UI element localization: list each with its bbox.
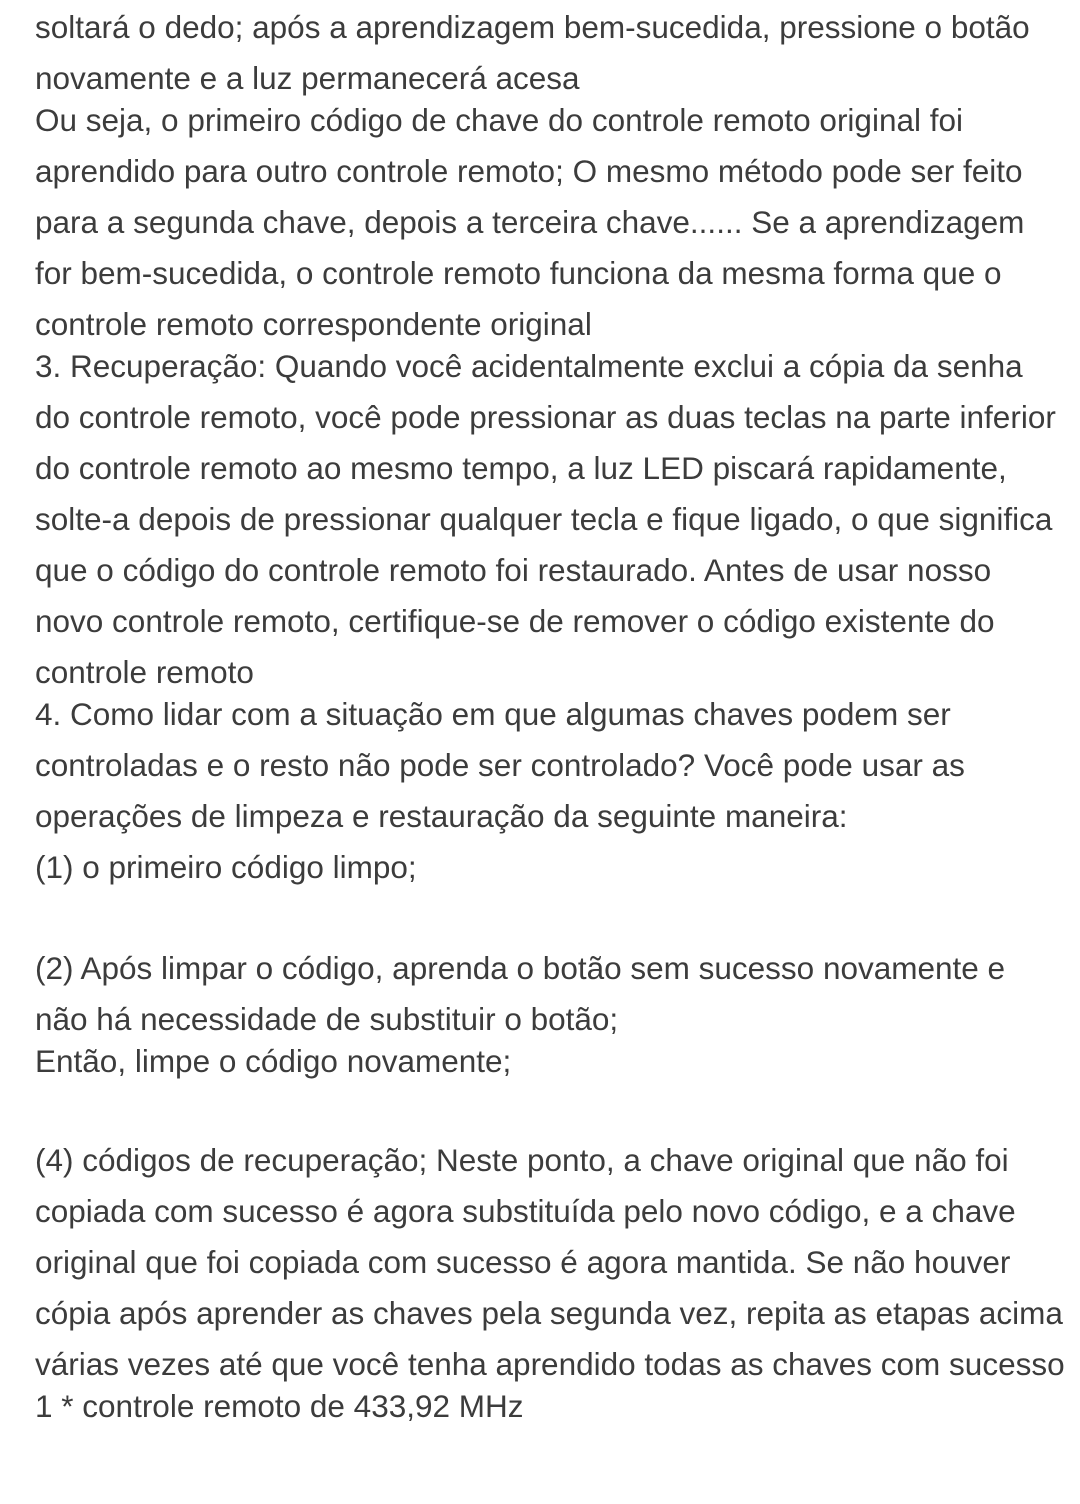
paragraph-recovery: 3. Recuperação: Quando você acidentalmente exclui a cópia da senha do controle remoto, você pode pressionar as duas teclas na parte inferior do controle remoto ao mesmo tempo, a luz LED piscará rapidamente, solte-a depois de pressionar qualquer tecla e fique ligado, o que significa que o código do controle remoto foi restaurado. Antes de usar nosso novo controle remoto, certifique-se de remover o código existente do controle remoto	[35, 348, 1056, 690]
list-item-step-1: (1) o primeiro código limpo;	[35, 849, 417, 885]
list-item-step-3: Então, limpe o código novamente;	[35, 1043, 512, 1079]
document-body	[35, 2, 1065, 1432]
list-item-step-2: (2) Após limpar o código, aprenda o botão sem sucesso novamente e não há necessidade de substituir o botão;	[35, 950, 1006, 1037]
paragraph-learning-explanation: Ou seja, o primeiro código de chave do controle remoto original foi aprendido para outro controle remoto; O mesmo método pode ser feito para a segunda chave, depois a terceira chave...... Se a aprendizagem for bem-sucedida, o controle remoto funciona da mesma forma que o controle remoto correspondente original	[35, 102, 1025, 342]
list-item-step-4: (4) códigos de recuperação; Neste ponto, a chave original que não foi copiada com sucesso é agora substituída pelo novo código, e a chave original que foi copiada com sucesso é agora mantida. Se não houver cópia após aprender as chaves pela segunda vez, repita as etapas acima várias vezes até que você tenha aprendido todas as chaves com sucesso	[35, 1142, 1065, 1382]
paragraph-learning-step-end: soltará o dedo; após a aprendizagem bem-sucedida, pressione o botão novamente e a luz permanecerá acesa	[35, 9, 1030, 96]
paragraph-troubleshooting: 4. Como lidar com a situação em que algumas chaves podem ser controladas e o resto não pode ser controlado? Você pode usar as operações de limpeza e restauração da seguinte maneira:	[35, 696, 965, 834]
package-contents-item: 1 * controle remoto de 433,92 MHz	[35, 1388, 524, 1424]
